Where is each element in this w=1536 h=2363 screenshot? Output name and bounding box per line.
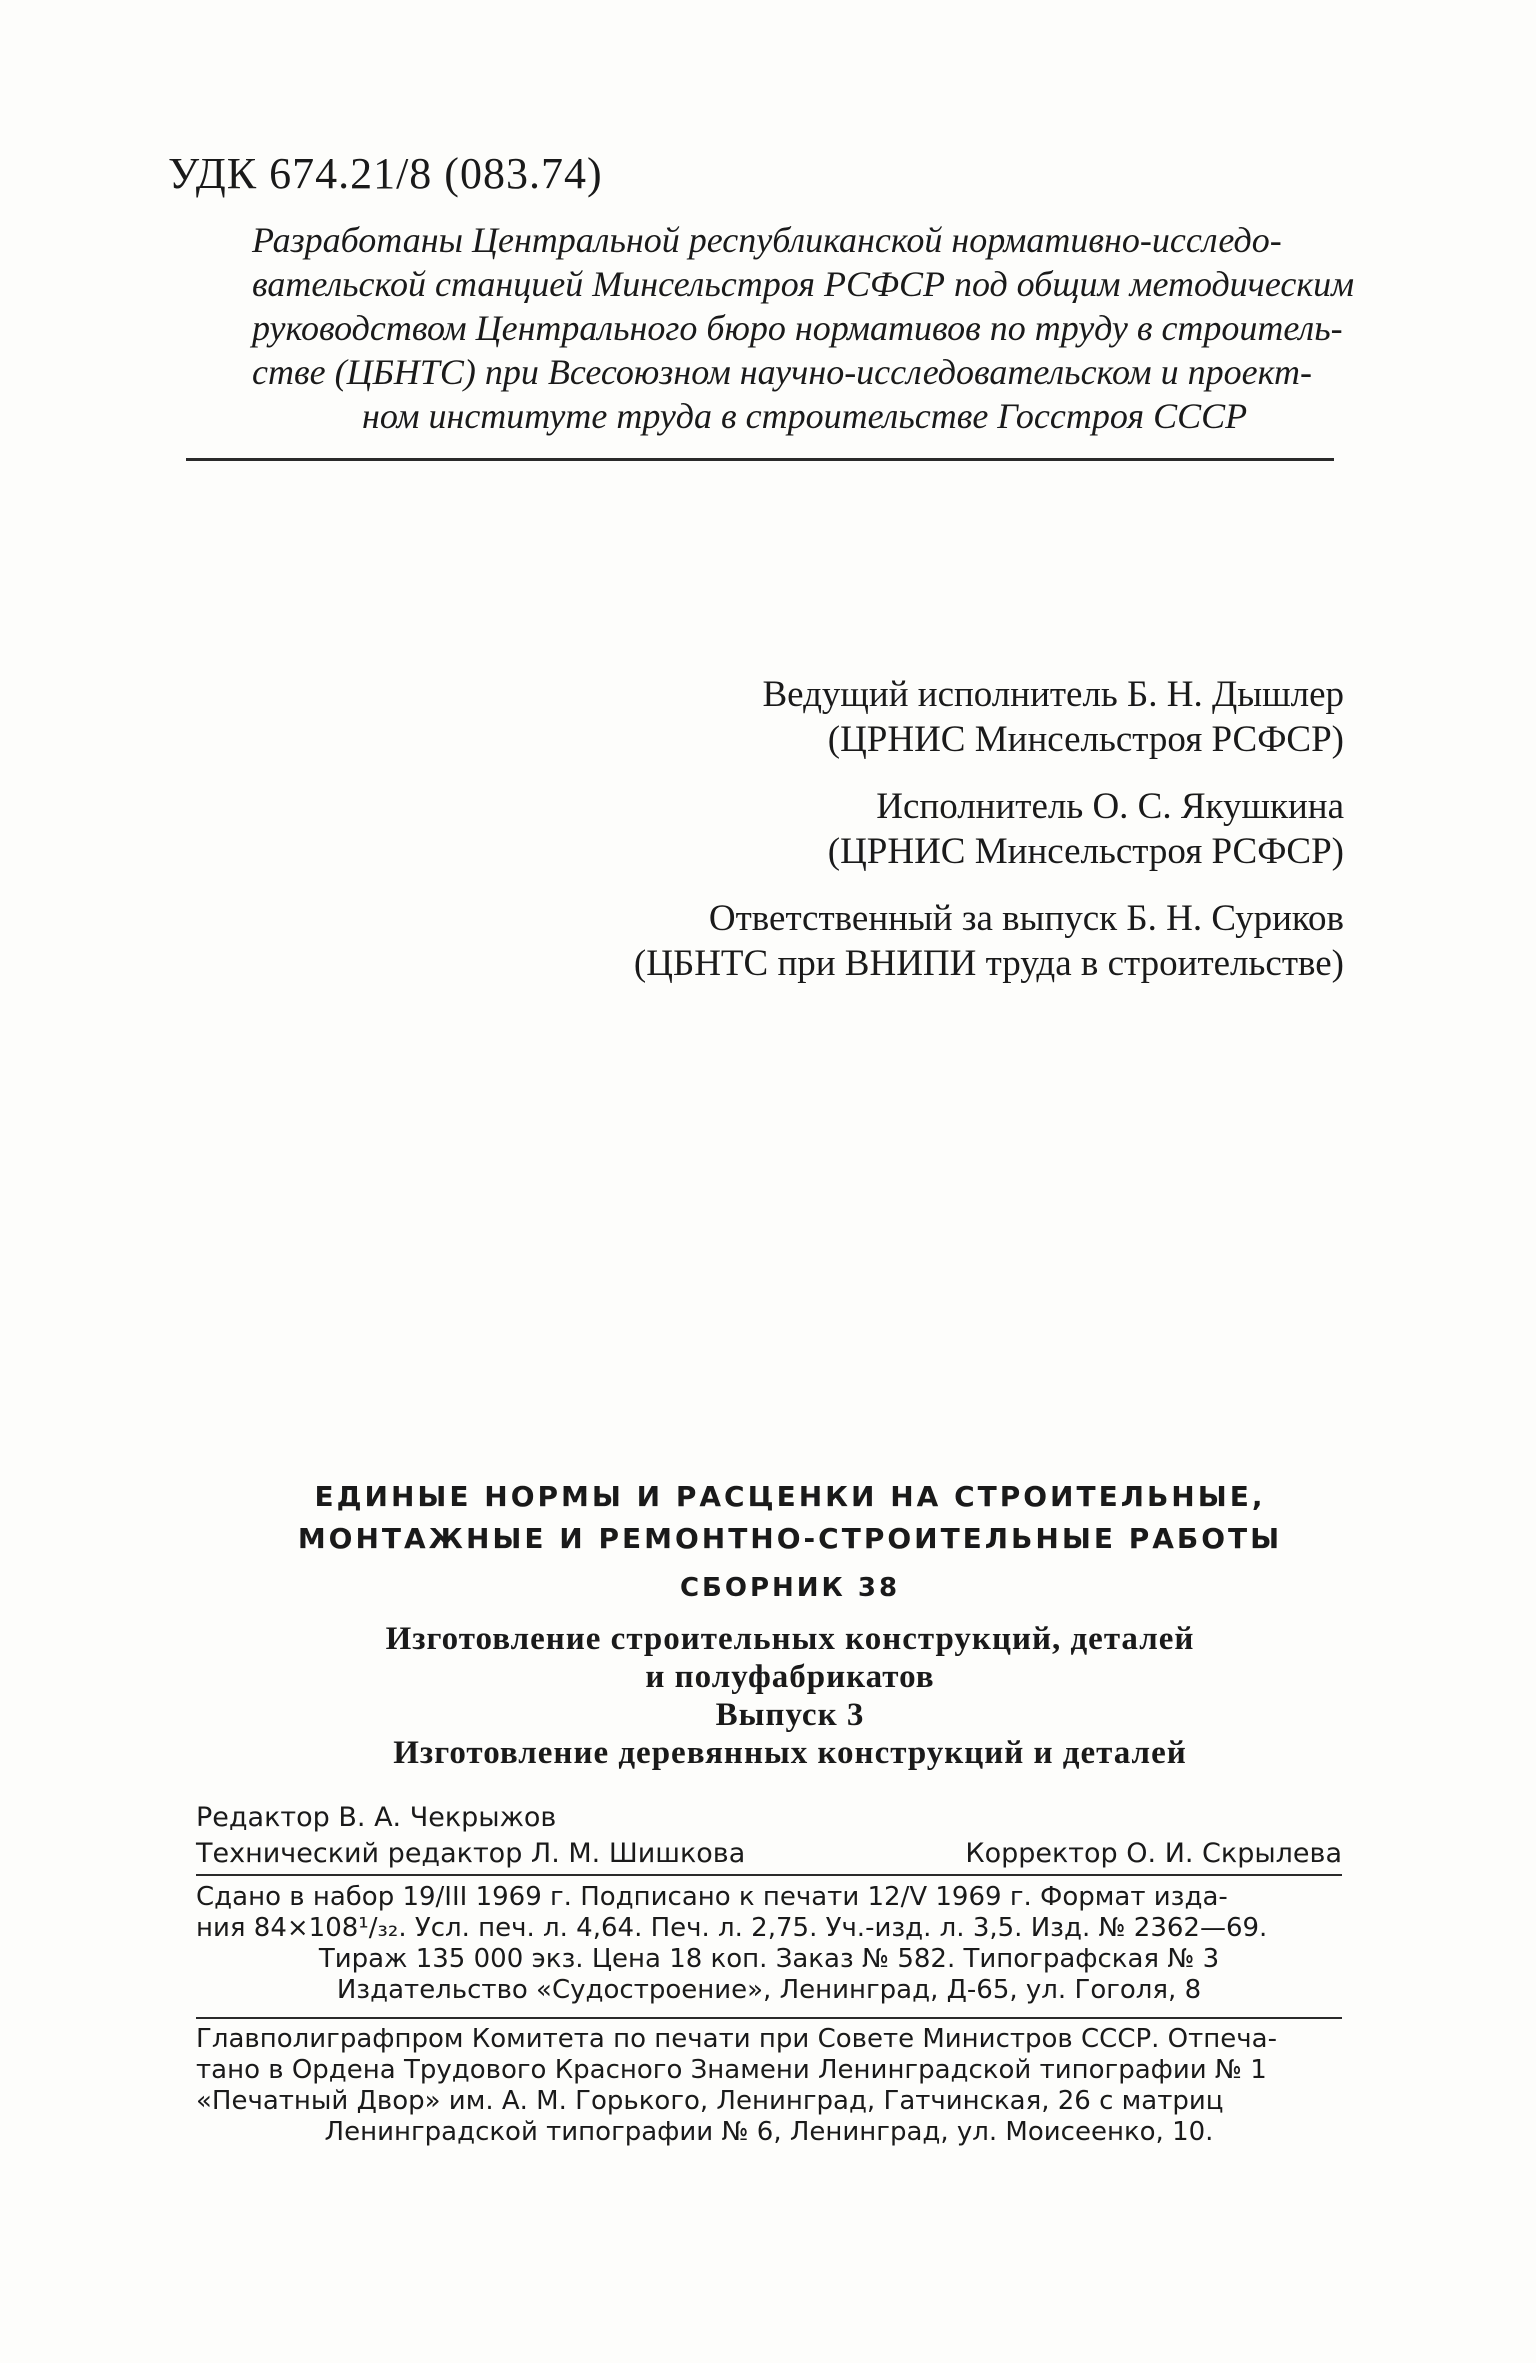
editor-credit: Редактор В. А. Чекрыжов [196,1802,557,1833]
staff-entry-lead [444,672,1344,762]
udk-code: УДК 674.21/8 (083.74) [168,149,603,198]
staff-role-name: Исполнитель О. С. Якушкина [876,786,1344,827]
issue-title-line: Изготовление деревянных конструкций и деталей [393,1735,1187,1771]
editorial-credits [196,1800,1342,1872]
heading-line-1: ЕДИНЫЕ НОРМЫ И РАСЦЕНКИ НА СТРОИТЕЛЬНЫЕ, [314,1480,1266,1513]
printer-info [196,2024,1342,2148]
divider-printer [196,2017,1342,2019]
printer-line: «Печатный Двор» им. А. М. Горького, Ленинград, Гатчинская, 26 с матриц [196,2086,1224,2116]
proofreader-credit: Корректор О. И. Скрылева [965,1838,1342,1869]
developed-by-line: руководством Центрального бюро нормативов по труду в строитель- [252,308,1343,348]
staff-entry-responsible [444,896,1344,986]
developed-by-line: стве (ЦБНТС) при Всесоюзном научно-исследовательском и проект- [252,352,1312,392]
staff-list [444,672,1344,1008]
heading-line-2: МОНТАЖНЫЕ И РЕМОНТНО-СТРОИТЕЛЬНЫЕ РАБОТЫ [297,1522,1283,1555]
imprint-line: ния 84×108¹/₃₂. Усл. печ. л. 4,64. Печ. л. 2,75. Уч.-изд. л. 3,5. Изд. № 2362—69. [196,1913,1268,1943]
developed-by-line: Разработаны Центральной республиканской нормативно-исследо- [252,220,1282,260]
imprint-line: Тираж 135 000 экз. Цена 18 коп. Заказ № 582. Типографская № 3 [318,1944,1220,1974]
imprint-line: Издательство «Судостроение», Ленинград, Д-65, ул. Гоголя, 8 [336,1975,1202,2005]
tech-editor-credit: Технический редактор Л. М. Шишкова [196,1838,746,1869]
credits-row [196,1836,1342,1872]
divider-top [186,458,1334,461]
printer-line: Главполиграфпром Комитета по печати при Совете Министров СССР. Отпеча- [196,2024,1277,2054]
developed-by-line: вательской станцией Минсельстроя РСФСР под общим методическим [252,264,1355,304]
staff-org: (ЦБНТС при ВНИПИ труда в строительстве) [633,943,1344,984]
issue-title-line: Изготовление строительных конструкций, деталей [385,1621,1195,1657]
divider-imprint [196,1874,1342,1876]
collection-number: СБОРНИК 38 [679,1573,901,1603]
staff-role-name: Ведущий исполнитель Б. Н. Дышлер [762,674,1344,715]
staff-org: (ЦРНИС Минсельстроя РСФСР) [827,719,1344,760]
developed-by-line: ном институте труда в строительстве Госстроя СССР [362,396,1248,436]
collection-heading [240,1476,1340,1608]
developed-by-paragraph [252,218,1355,438]
issue-number: Выпуск 3 [715,1697,865,1733]
issue-title-line: и полуфабрикатов [645,1659,935,1695]
printer-line: Ленинградской типографии № 6, Ленинград, ул. Моисеенко, 10. [324,2117,1214,2147]
staff-entry-executor [444,784,1344,874]
staff-org: (ЦРНИС Минсельстроя РСФСР) [827,831,1344,872]
staff-role-name: Ответственный за выпуск Б. Н. Суриков [708,898,1344,939]
issue-title [240,1620,1340,1772]
printer-line: тано в Ордена Трудового Красного Знамени Ленинградской типографии № 1 [196,2055,1267,2085]
publication-imprint [196,1882,1342,2006]
imprint-line: Сдано в набор 19/III 1969 г. Подписано к печати 12/V 1969 г. Формат изда- [196,1882,1228,1912]
